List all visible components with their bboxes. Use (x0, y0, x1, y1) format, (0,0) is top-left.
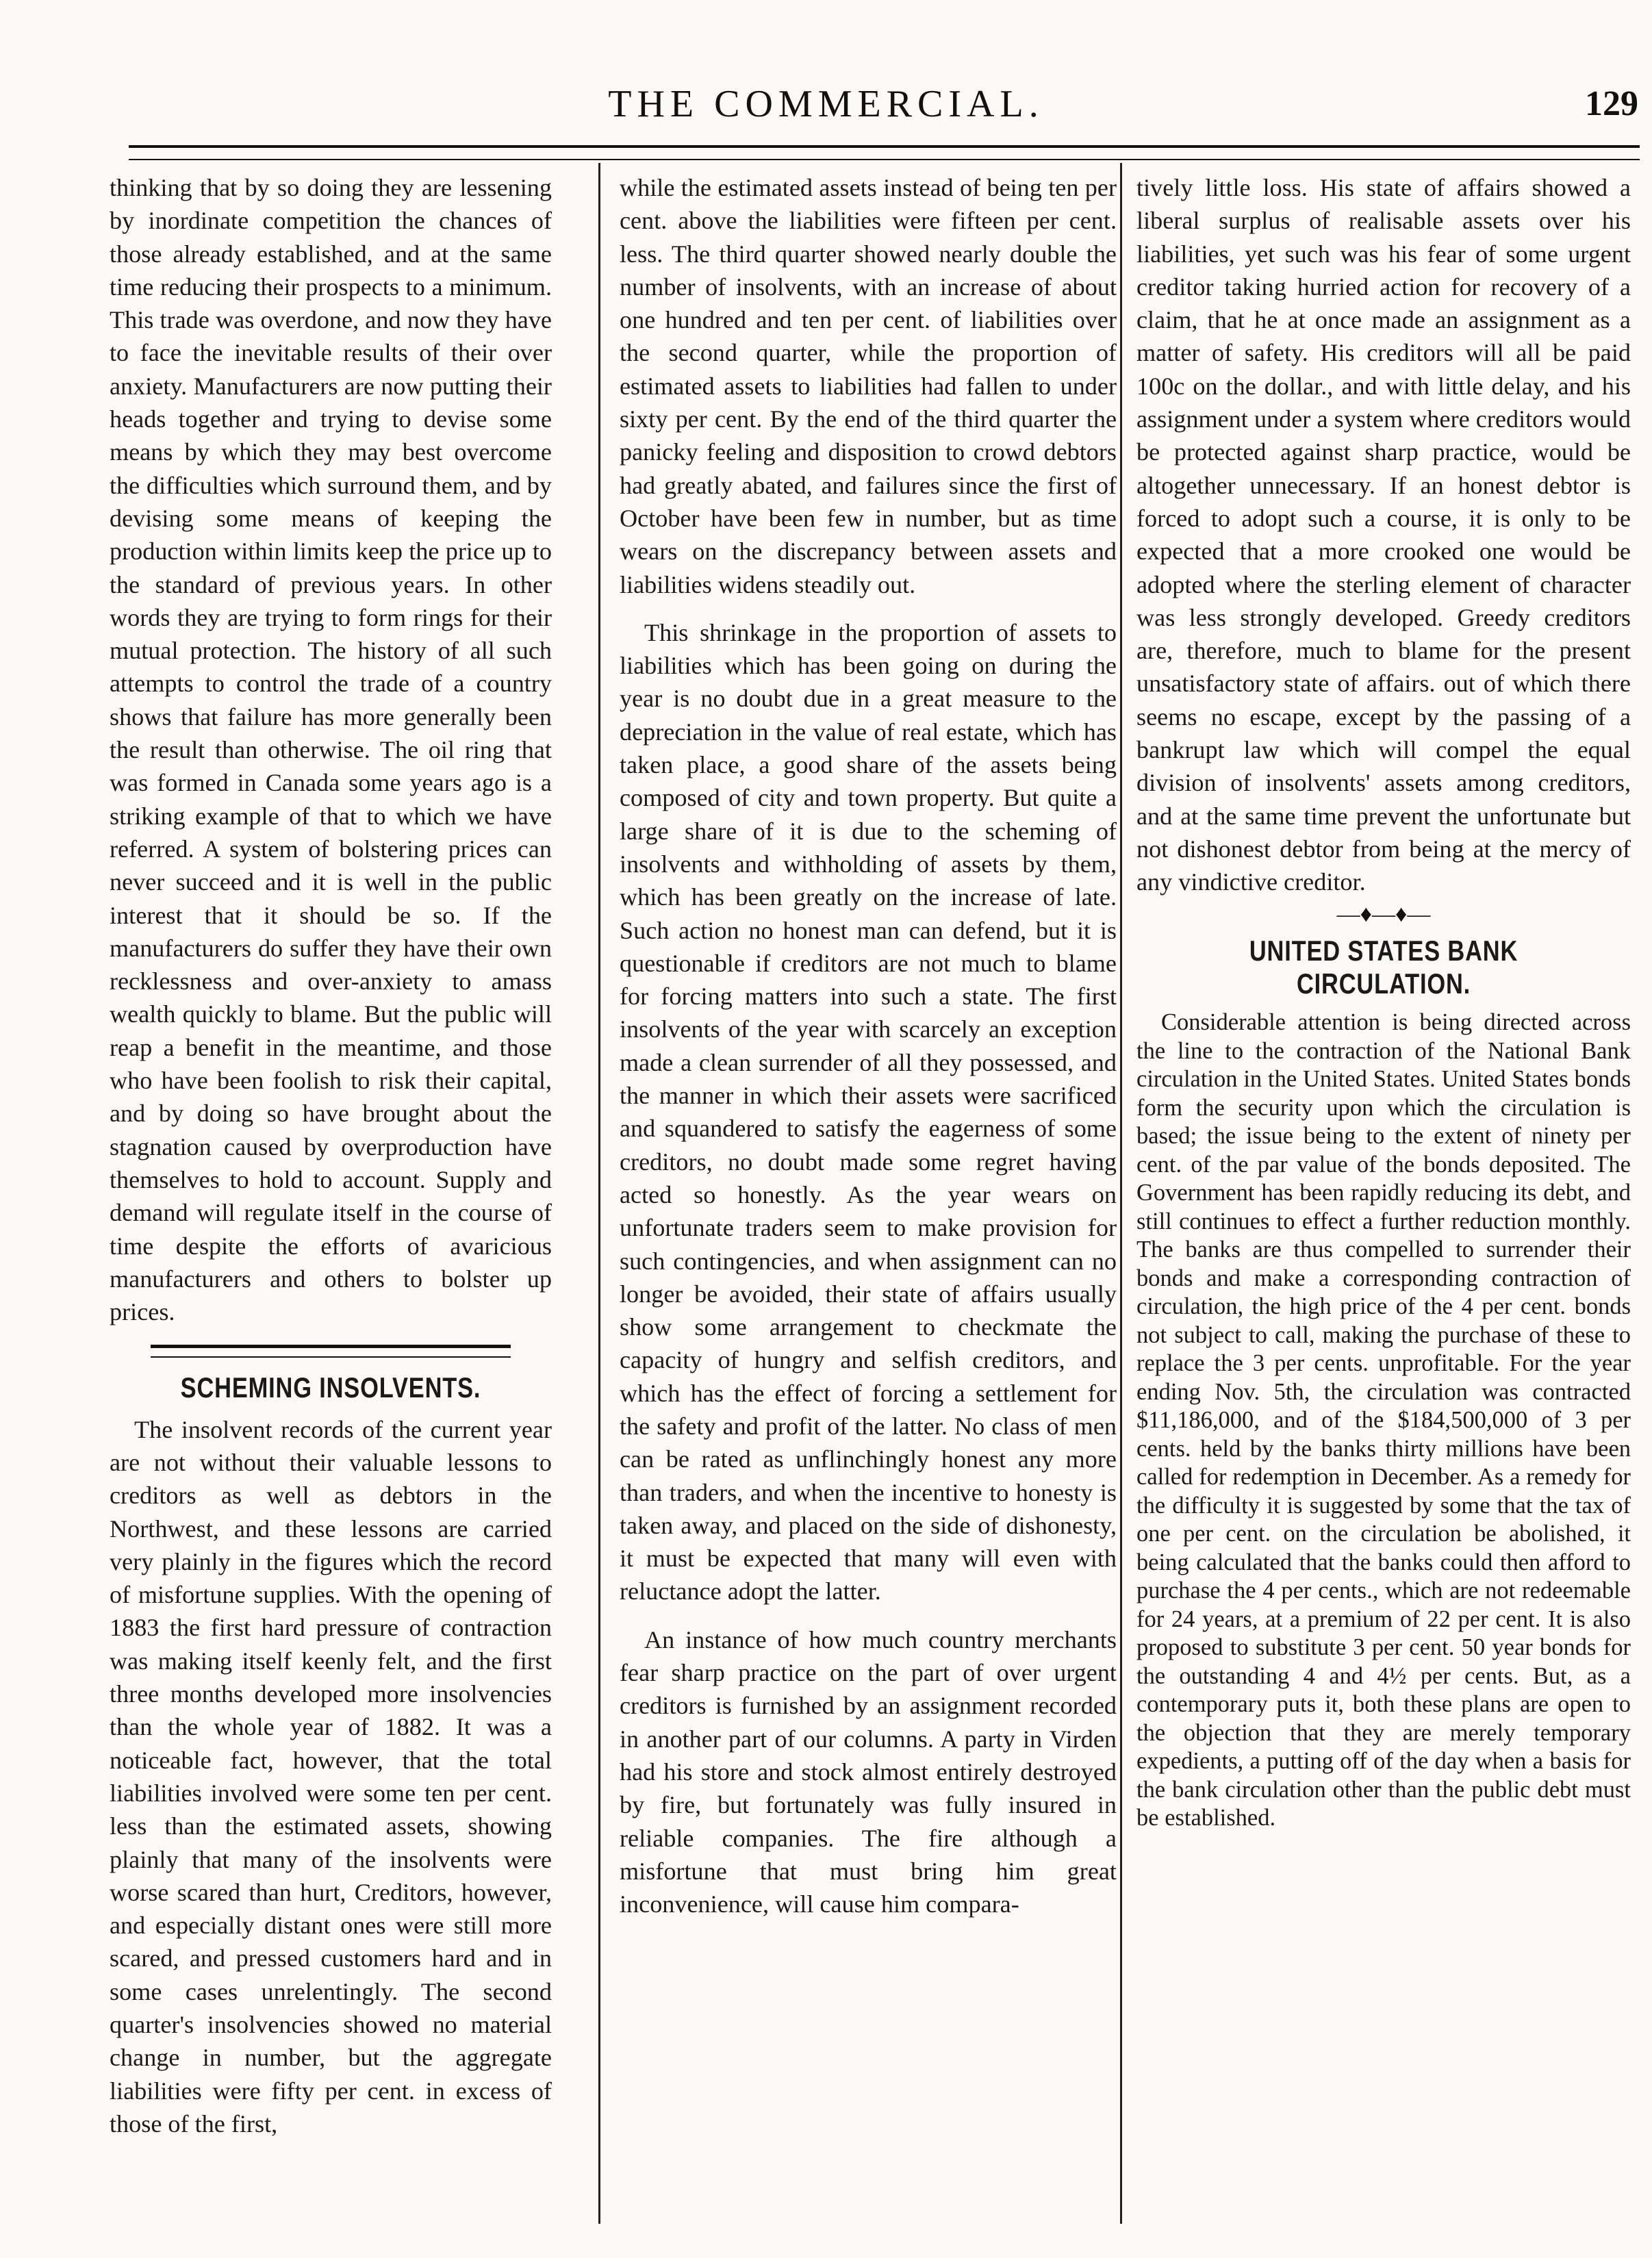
article-paragraph: An instance of how much country merchants fear sharp practice on the part of over urgent creditors is furnished by an assignment recorded in another part of our columns. A party in Virden had his store and stock almost entirely destroyed by fire, but fortunately was fully insured in reliable companies. The fire although a misfortune that must bring him great inconvenience, will cause him compara- (620, 1625, 1117, 1918)
ornamental-divider: —♦—♦— (1336, 901, 1431, 927)
article-paragraph: This shrinkage in the proportion of assets to liabilities which has been going on during the year is no doubt due in a great measure to the depreciation in the value of real estate, which has taken place, a good share of the assets being composed of city and town property. But quite a large share of it is due to the scheming of insolvents and withholding of assets by them, which has been greatly on the increase of late. Such action no honest man can defend, but it is questionable if creditors are not much to blame for forcing matters into such a state. The first insolvents of the year with scarcely an exception made a clean surrender of all they possessed, and the manner in which their assets were sacrificed and squandered to satisfy the eagerness of some creditors, no doubt made some regret having acted so honestly. As the year wears on unfortunate traders seem to make provision for such contingencies, and when assignment can no longer be avoided, their state of affairs usually show some arrangement to checkmate the capacity of hungry and selfish creditors, and which has the effect of forcing a settlement for the safety and profit of the latter. No class of men can be rated as unflinchingly honest any more than traders, and when the incentive to honesty is taken away, and placed on the side of dishonesty, it must be expected that many will even with reluctance adopt the latter. (620, 618, 1117, 1606)
paragraph-gap (620, 1608, 1117, 1623)
article-continued-paragraph: thinking that by so doing they are lessening by inordinate competition the chances of those already established, and at the same time reducing their prospects to a minimum. This trade was overdone, and now they have to face the inevitable results of their over anxiety. Manufacturers are now putting their heads together and trying to devise some means by which they may best overcome the difficulties which surround them, and by devising some means of keeping the production within limits keep the price up to the standard of previous years. In other words they are trying to form rings for their mutual protection. The history of all such attempts to control the trade of a country shows that failure has more generally been the result than otherwise. The oil ring that was formed in Canada some years ago is a striking example of that to which we have referred. A system of bolstering prices can never succeed and it is well in the public interest that it should be so. If the manufacturers do suffer they have their own recklessness and over-anxiety to amass wealth quickly to blame. But the public will reap a benefit in the meantime, and those who have been foolish to risk their capital, and by doing so have brought about the stagnation caused by overproduction have themselves to hold to account. Supply and demand will regulate itself in the course of time despite the efforts of avaricious manufacturers and others to bolster up prices. (110, 174, 552, 1326)
paragraph-gap (620, 601, 1117, 616)
article-heading-scheming-insolvents: SCHEMING INSOLVENTS. (180, 1371, 481, 1404)
column-rule (598, 163, 600, 2224)
column-1 (110, 171, 552, 2218)
header-double-rule (129, 145, 1640, 160)
section-divider (151, 1345, 511, 1358)
column-3 (1136, 171, 1631, 2218)
article-paragraph: Considerable attention is being directed across the line to the contraction of the National Bank circulation in the United States. United States bonds form the security upon which the circulation is based; the issue being to the extent of ninety per cent. of the par value of the bonds deposited. The Government has been rapidly reducing its debt, and still continues to effect a further reduction monthly. The banks are thus compelled to surrender their bonds and make a corresponding contraction of circulation, the high price of the 4 per cent. bonds not subject to call, making the purchase of these to replace the 3 per cents. unprofitable. For the year ending Nov. 5th, the circulation was contracted $11,186,000, and of the $184,500,000 of 3 per cents. held by the banks thirty millions have been called for redemption in December. As a remedy for the difficulty it is suggested by some that the tax of one per cent. on the circulation be abolished, it being calculated that the banks could then afford to purchase the 4 per cents., which are not redeemable for 24 years, at a premium of 22 per cent. It is also proposed to substitute 3 per cent. 50 year bonds for the outstanding 4 and 4½ per cents. But, as a contemporary puts it, both these plans are open to the objection that they are merely temporary expedients, a putting off of the day when a basis for the bank circulation other than the public debt must be established. (1136, 1009, 1631, 1831)
column-2 (620, 171, 1117, 2218)
masthead-title: THE COMMERCIAL. (608, 83, 1044, 125)
article-paragraph: The insolvent records of the current year are not without their valuable lessons to creditors as well as debtors in the Northwest, and these lessons are carried very plainly in the figures which the record of misfortune supplies. With the opening of 1883 the first hard pressure of contraction was making itself keenly felt, and the first three months developed more insolvencies than the whole year of 1882. It was a noticeable fact, however, that the total liabilities involved were some ten per cent. less than the estimated assets, showing plainly that many of the insolvents were worse scared than hurt, Creditors, however, and especially distant ones were still more scared, and pressed customers hard and in some cases unrelentingly. The second quarter's insolvencies showed no material change in number, but the aggregate liabilities were fifty per cent. in excess of those of the first, (110, 1415, 552, 2138)
column-rule (1120, 163, 1122, 2224)
article-paragraph: while the estimated assets instead of being ten per cent. above the liabilities were fifteen per cent. less. The third quarter showed nearly double the number of insolvents, with an increase of about one hundred and ten per cent. of liabilities over the second quarter, while the proportion of estimated assets to liabilities had fallen to under sixty per cent. By the end of the third quarter the panicky feeling and disposition to crowd debtors had greatly abated, and failures since the first of October have been few in number, but as time wears on the discrepancy between assets and liabilities widens steadily out. (620, 174, 1117, 598)
running-head (0, 77, 1652, 131)
article-paragraph: tively little loss. His state of affairs showed a liberal surplus of realisable assets over his liabilities, yet such was his fear of some urgent creditor taking hurried action for recovery of a claim, that he at once made an assignment as a matter of safety. His creditors will all be paid 100c on the dollar., and with little delay, and his assignment under a system where creditors would be protected against sharp practice, would be altogether unnecessary. If an honest debtor is forced to adopt such a course, it is only to be expected that a more crooked one would be adopted where the sterling element of character was less strongly developed. Greedy creditors are, therefore, much to blame for the present unsatisfactory state of affairs. out of which there seems no escape, except by the passing of a bankrupt law which will compel the equal division of insolvents' assets among creditors, and at the same time prevent the unfortunate but not dishonest debtor from being at the mercy of any vindictive creditor. (1136, 174, 1631, 896)
page-number: 129 (1585, 84, 1638, 123)
article-heading-bank-circulation: UNITED STATES BANK CIRCULATION. (1249, 934, 1518, 1000)
